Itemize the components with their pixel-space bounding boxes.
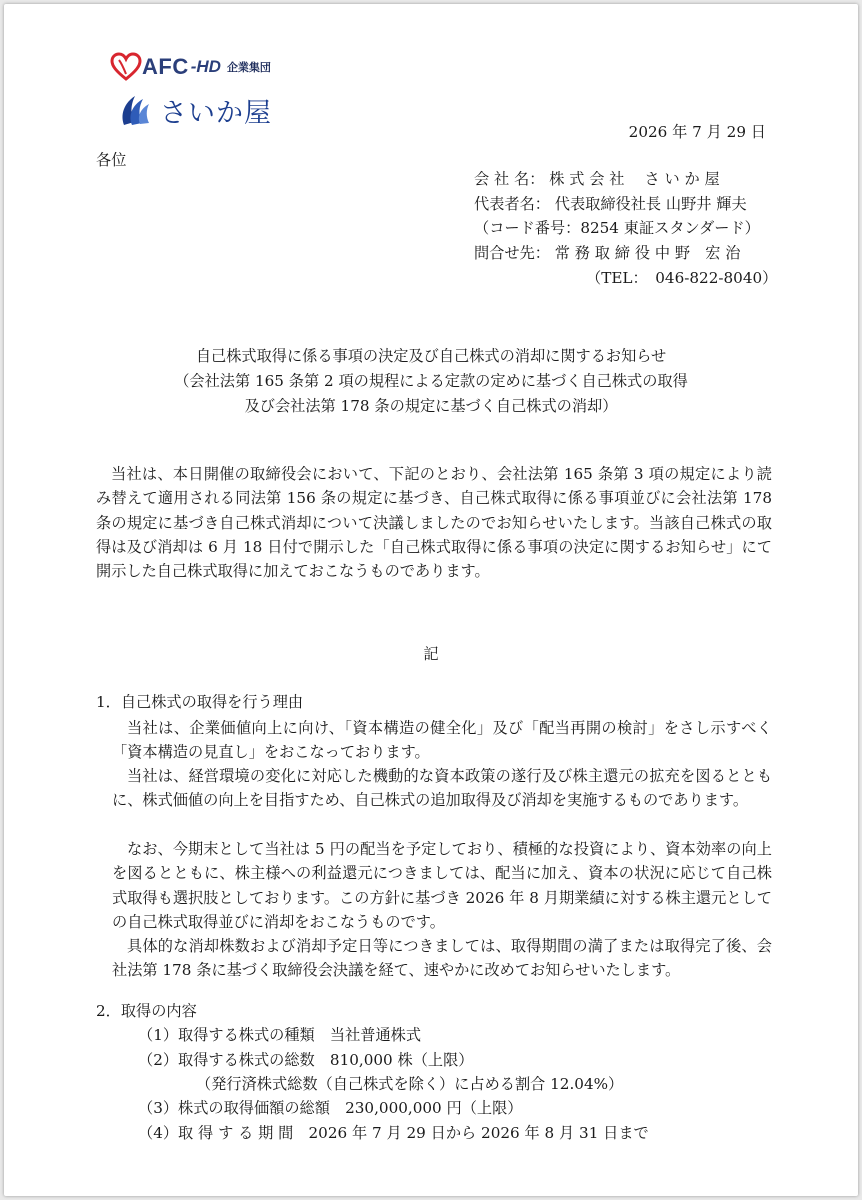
section-2-heading: 2．取得の内容 <box>96 1002 197 1020</box>
addressee: 各位 <box>96 151 127 169</box>
acquisition-item-1: （1）取得する株式の種類 当社普通株式 <box>138 1026 422 1044</box>
release-date: 2026 年 7 月 29 日 <box>628 123 766 141</box>
acquisition-item-2: （2）取得する株式の総数 810,000 株（上限） <box>138 1051 474 1069</box>
intro-paragraph: 当社は、本日開催の取締役会において、下記のとおり、会社法第 165 条第 3 項の規定により読み替えて適用される同法第 156 条の規定に基づき、自己株式取得に係る事項並びに会社法第 178 条の規定に基づき自己株式消却について決議しましたのでお知らせいたします。当該自己株式の取得は及び消却は 6 月 18 日付で開示した「自己株式取得に係る事項の決定に関するお知らせ」にて開示した自己株式取得に加えておこなうものであります。 <box>96 465 772 581</box>
title-line-2: （会社法第 165 条第 2 項の規程による定款の定めに基づく自己株式の取得 <box>174 372 688 390</box>
title-line-3: 及び会社法第 178 条の規定に基づく自己株式の消却） <box>244 397 618 415</box>
ki-heading: 記 <box>423 645 439 663</box>
section-1-heading: 1．自己株式の取得を行う理由 <box>96 693 304 711</box>
afc-hd-logo <box>110 50 271 84</box>
hd-logo-text: -HD <box>190 57 221 76</box>
section-1-paragraph-2: 当社は、経営環境の変化に対応した機動的な資本政策の遂行及び株主還元の拡充を図るとともに、株式価値の向上を目指すため、自己株式の追加取得及び消却を実施するものであります。 <box>112 767 772 810</box>
group-logo-text: 企業集団 <box>226 61 271 74</box>
saikaya-logo <box>118 88 272 132</box>
heart-logo-icon <box>110 52 142 82</box>
section-1-paragraph-3: なお、今期末として当社は 5 円の配当を予定しており、積極的な投資により、資本効率の向上を図るとともに、株主様への利益還元につきましては、配当に加え、資本の状況に応じて自己株式取得も選択肢としております。この方針に基づき 2026 年 8 月期業績に対する株主還元としての自己株式取得並びに消却をおこなうものです。 <box>112 840 772 931</box>
saikaya-logo-text: さいか屋 <box>160 97 272 129</box>
representative-line: 代表者名： 代表取締役社長 山野井 輝夫 <box>474 195 747 213</box>
saikaya-wave-icon <box>118 91 152 129</box>
acquisition-item-4: （4）取 得 す る 期 間 2026 年 7 月 29 日から 2026 年 8 月 31 日まで <box>138 1124 649 1142</box>
document-page <box>4 4 858 1196</box>
acquisition-item-3: （3）株式の取得価額の総額 230,000,000 円（上限） <box>138 1099 523 1117</box>
acquisition-item-2-note: （発行済株式総数（自己株式を除く）に占める割合 12.04%） <box>196 1075 624 1093</box>
title-line-1: 自己株式取得に係る事項の決定及び自己株式の消却に関するお知らせ <box>195 347 667 365</box>
company-name-line: 会 社 名： 株 式 会 社 さ い か 屋 <box>474 170 720 188</box>
section-1-paragraph-4: 具体的な消却株数および消却予定日等につきましては、取得期間の満了または取得完了後、会社法第 178 条に基づく取締役会決議を経て、速やかに改めてお知らせいたします。 <box>112 937 772 980</box>
contact-line: 問合せ先： 常 務 取 締 役 中 野 宏 治 <box>474 244 741 262</box>
tel-line: （TEL： 046-822-8040） <box>586 269 778 287</box>
section-1-paragraph-1: 当社は、企業価値向上に向け、「資本構造の健全化」及び「配当再開の検討」をさし示すべく「資本構造の見直し」をおこなっております。 <box>112 719 772 762</box>
stock-code-line: （コード番号：8254 東証スタンダード） <box>474 219 760 237</box>
afc-logo-text: AFC <box>142 54 189 79</box>
